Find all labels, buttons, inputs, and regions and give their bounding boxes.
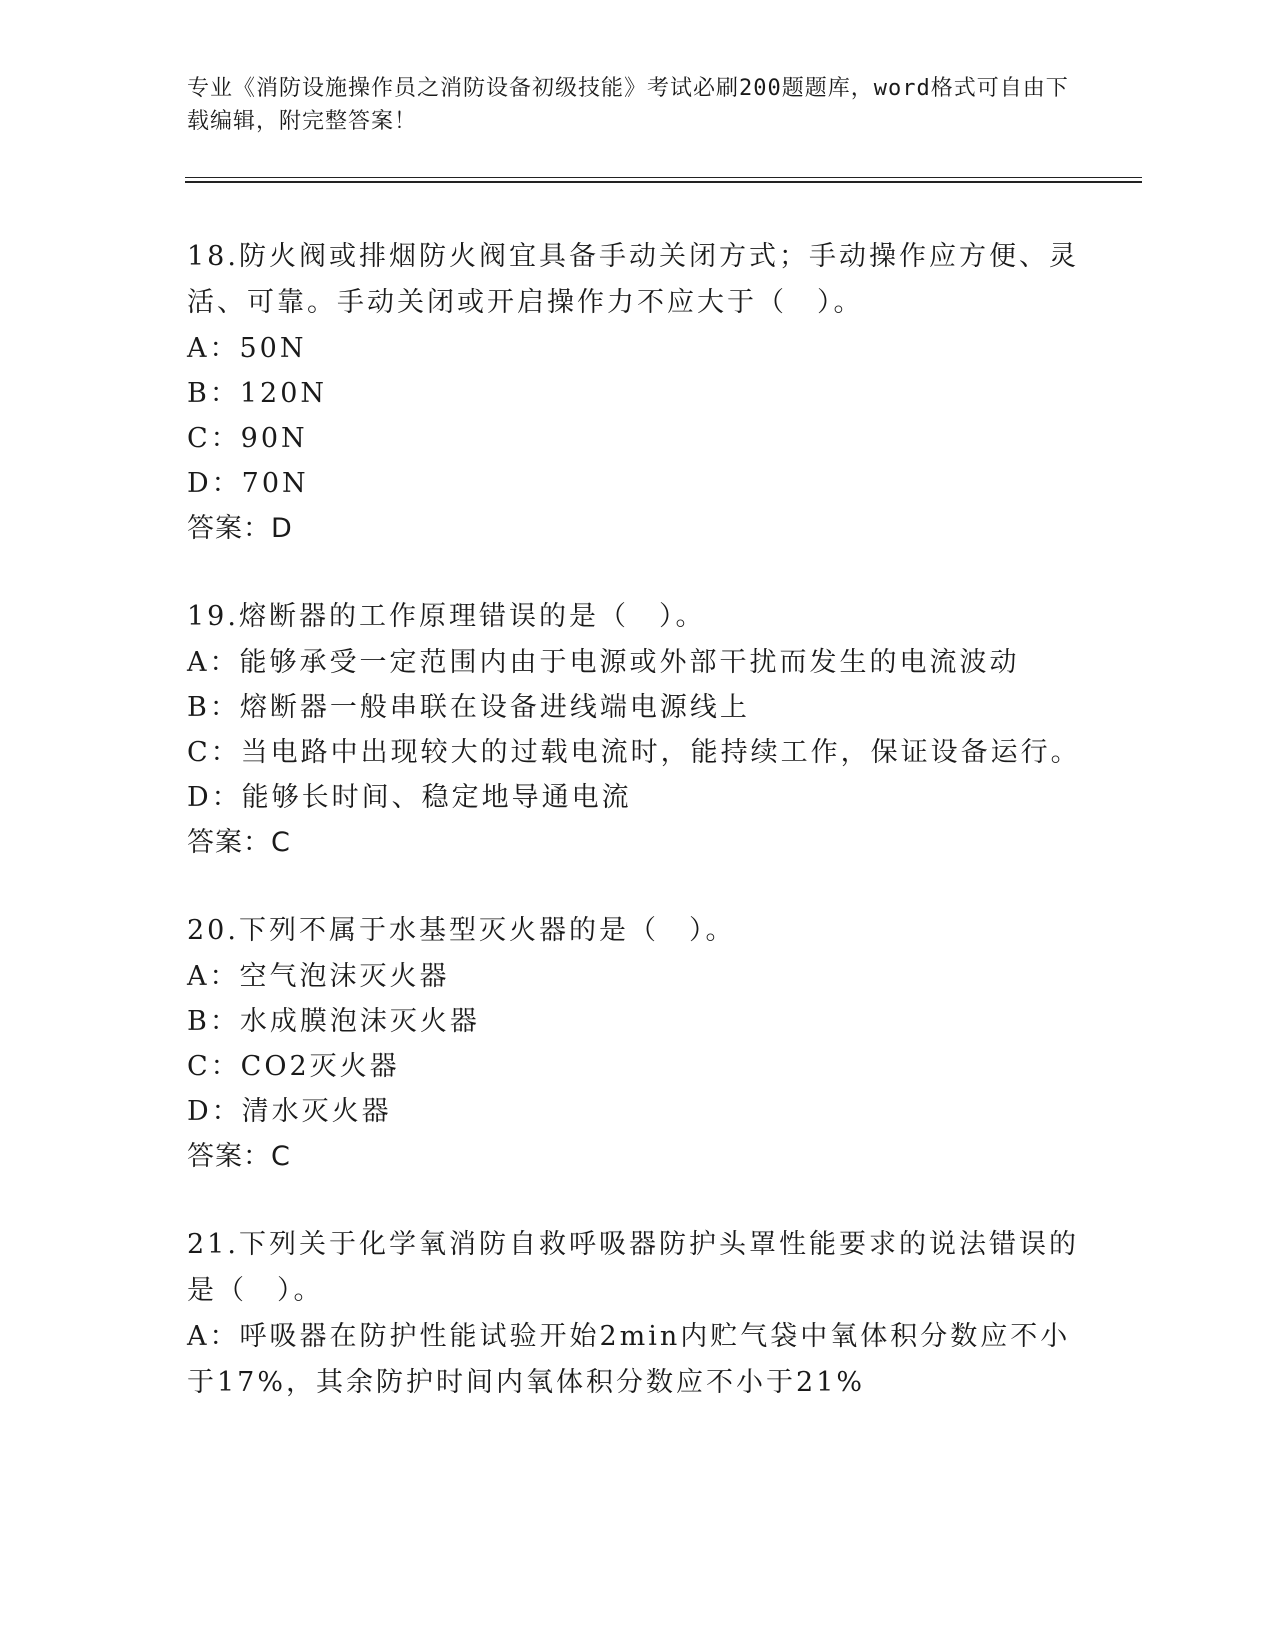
- option-b: B：水成膜泡沫灭火器: [187, 1006, 480, 1037]
- option-c: C：90N: [187, 423, 308, 454]
- document-header: 专业《消防设施操作员之消防设备初级技能》考试必刷200题题库，word格式可自由下载编辑，附完整答案！: [187, 76, 1069, 134]
- header-divider-thick: [185, 181, 1142, 183]
- option-a: A：空气泡沫灭火器: [187, 961, 450, 992]
- question-stem: 21.下列关于化学氧消防自救呼吸器防护头罩性能要求的说法错误的是（ ）。: [187, 1229, 1079, 1306]
- question-stem: 18.防火阀或排烟防火阀宜具备手动关闭方式；手动操作应方便、灵活、可靠。手动关闭或开启操作力不应大于（ ）。: [187, 241, 1079, 318]
- header-divider-thin: [185, 177, 1142, 178]
- question-18: [187, 234, 1087, 551]
- option-a: A：呼吸器在防护性能试验开始2min内贮气袋中氧体积分数应不小于17%，其余防护时间内氧体积分数应不小于21%: [187, 1321, 1071, 1398]
- option-a: A：50N: [187, 333, 307, 364]
- option-c: C：当电路中出现较大的过载电流时，能持续工作，保证设备运行。: [187, 737, 1081, 768]
- option-d: D：清水灭火器: [187, 1096, 392, 1127]
- option-a: A：能够承受一定范围内由于电源或外部干扰而发生的电流波动: [187, 647, 1020, 678]
- question-stem: 19.熔断器的工作原理错误的是（ ）。: [187, 601, 706, 632]
- question-21: [187, 1222, 1087, 1406]
- option-b: B：熔断器一般串联在设备进线端电源线上: [187, 692, 750, 723]
- option-c: C：CO2灭火器: [187, 1051, 400, 1082]
- option-d: D：能够长时间、稳定地导通电流: [187, 782, 632, 813]
- option-b: B：120N: [187, 378, 328, 409]
- answer: 答案：C: [187, 1141, 291, 1172]
- option-d: D：70N: [187, 468, 309, 499]
- question-20: [187, 908, 1087, 1179]
- question-19: [187, 594, 1087, 865]
- question-stem: 20.下列不属于水基型灭火器的是（ ）。: [187, 915, 736, 946]
- answer: 答案：D: [187, 513, 293, 544]
- question-list: [187, 234, 1087, 1449]
- answer: 答案：C: [187, 827, 291, 858]
